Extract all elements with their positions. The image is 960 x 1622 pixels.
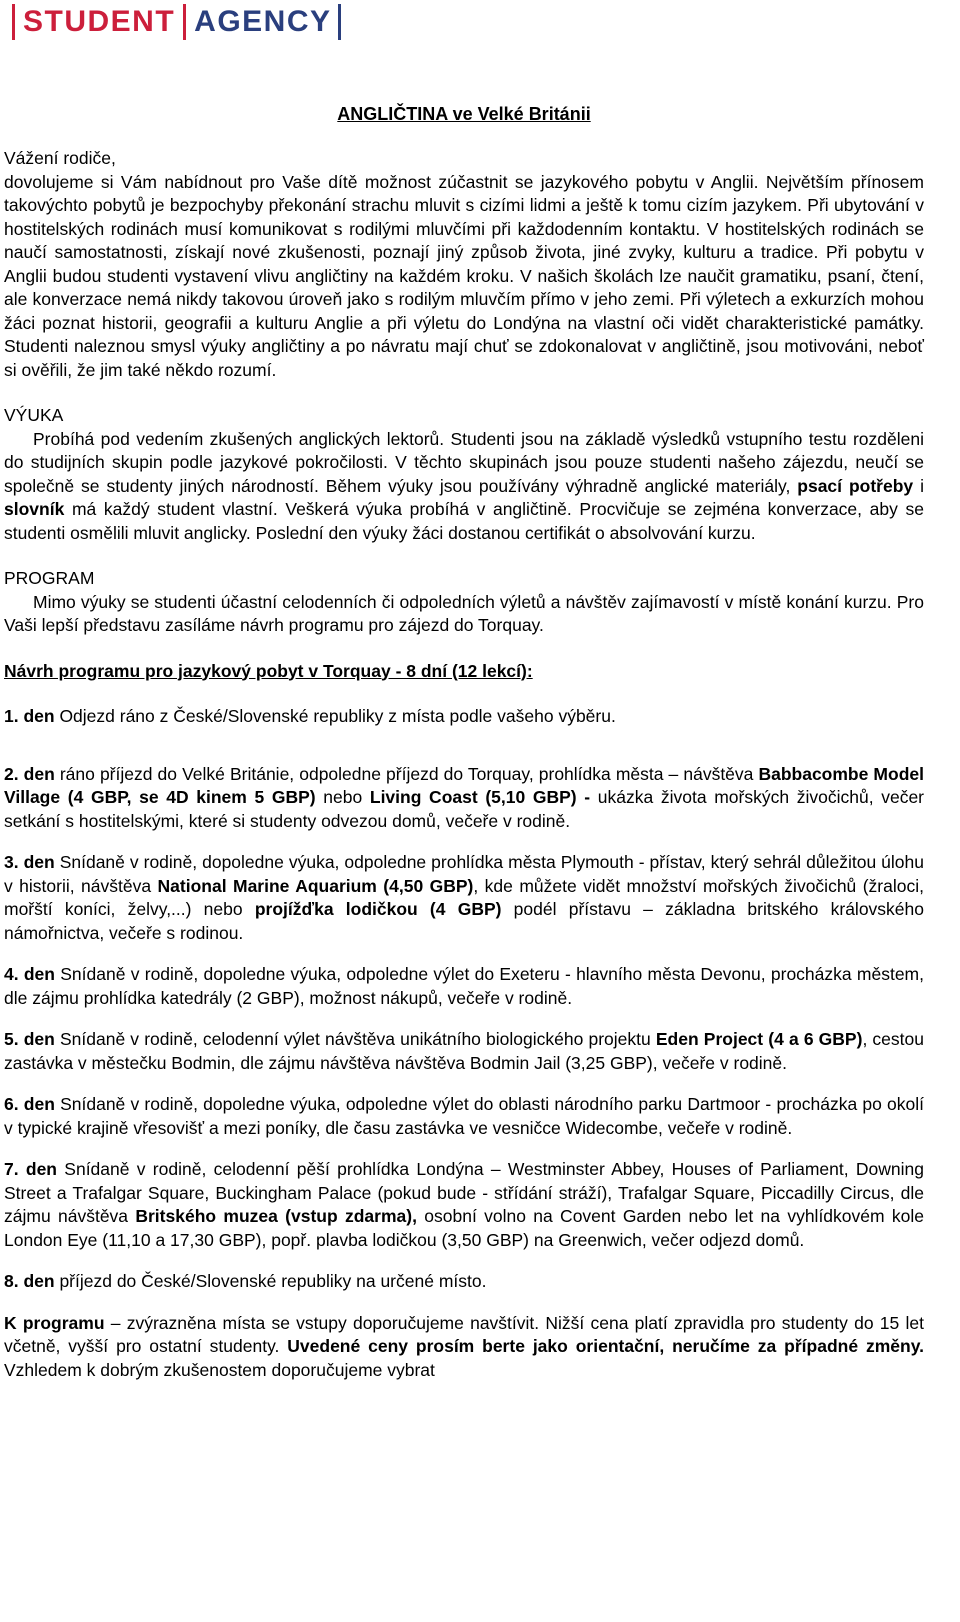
footer-bold-2: Uvedené ceny prosím berte jako orientační, neručíme za případné změny. [287,1336,924,1356]
program-subheading [4,660,924,684]
footer-bold-1: K programu [4,1312,105,1333]
vyuka-paragraph [4,428,924,546]
footer-paragraph [4,1312,924,1383]
day-7-text-2: osobní volno na Covent Garden nebo let na vyhlídkovém kole London Eye (11,10 a 17,30 GBP), popř. plavba lodičkou (3,50 GBP) na Greenwich, večer odjezd domů. [4,1206,924,1250]
document-title: ANGLIČTINA ve Velké Británii [337,104,591,124]
day-7-bold-1: Britského muzea (vstup zdarma), [135,1206,417,1226]
day-3-text-3: podél přístavu – základna britského královského námořnictva, večeře s rodinou. [4,899,925,943]
day-2-text-1: ráno příjezd do Velké Británie, odpoledne příjezd do Torquay, prohlídka města – návštěva [54,763,759,784]
day-5-bold-1: Eden Project (4 a 6 GBP) [655,1029,863,1049]
day-7-label: 7. den [4,1159,57,1179]
program-paragraph [4,591,924,638]
logo-bar-right [338,4,341,40]
day-5-label: 5. den [4,1029,55,1049]
logo-bar-middle [183,4,186,40]
day-7 [4,1158,924,1252]
logo-bar-left [12,4,15,40]
day-3-label: 3. den [4,852,55,872]
vyuka-heading: VÝUKA [4,405,64,425]
vyuka-bold-1: psací potřeby [797,475,914,496]
document-body [4,104,924,1382]
day-8-text: příjezd do České/Slovenské republiky na určené místo. [54,1271,487,1291]
day-1-label: 1. den [4,706,55,726]
day-3 [4,851,924,945]
day-8-label: 8. den [4,1271,55,1291]
day-3-text-2: , kde můžete vidět množství mořských živočichů (žraloci, mořští koníci, želvy,...) nebo [4,875,924,919]
day-6 [4,1093,924,1140]
vyuka-text-3: má každý student vlastní. Veškerá výuka probíhá v angličtině. Procvičuje se zejména konverzace, aby se studenti osmělili mluvit anglicky. Poslední den výuky žáci dostanou certifikát o absolvování kurzu. [4,499,924,543]
day-6-label: 6. den [4,1094,55,1114]
day-3-bold-2: projížďka lodičkou (4 GBP) [254,899,502,919]
day-4-text: Snídaně v rodině, dopoledne výuka, odpoledne výlet do Exeteru - hlavního města Devonu, procházka městem, dle zájmu prohlídka katedrály (2 GBP), možnost nákupů, večeře v rodině. [4,964,924,1008]
day-2-text-3: ukázka života mořských živočichů, večer setkání s hostitelskými, které si studenty odvezou domů, večeře v rodině. [4,787,925,831]
day-1-text: Odjezd ráno z České/Slovenské republiky z místa podle vašeho výběru. [54,706,616,726]
day-8 [4,1270,924,1294]
day-1 [4,705,924,729]
student-agency-logo [12,4,341,40]
vyuka-text-2: i [913,475,924,496]
day-2-label: 2. den [4,763,55,784]
day-3-text-1: Snídaně v rodině, dopoledne výuka, odpoledne prohlídka města Plymouth - přístav, který sehrál důležitou úlohu v historii, návštěva [4,852,924,896]
program-subheading-text: Návrh programu pro jazykový pobyt v Torquay - 8 dní (12 lekcí): [4,660,533,681]
program-text: Mimo výuky se studenti účastní celodenních či odpoledních výletů a návštěv zajímavostí v místě konání kurzu. Pro Vaši lepší představu zasíláme návrh programu pro zájezd do Torquay. [4,591,924,635]
footer-text-1: – zvýrazněna místa se vstupy doporučujeme navštívit. Nižší cena platí zpravidla pro studenty do 15 let včetně, vyšší pro ostatní studenty. [4,1312,924,1356]
day-5-text-2: , cestou zastávka v městečku Bodmin, dle zájmu návštěva návštěva Bodmin Jail (3,25 GBP), večeře v rodině. [4,1029,924,1073]
day-2 [4,763,924,834]
greeting: Vážení rodiče, [4,148,116,168]
logo-word-student: STUDENT [23,5,176,38]
day-4 [4,963,924,1010]
day-3-bold-1: National Marine Aquarium (4,50 GBP) [157,875,474,896]
vyuka-text-1: Probíhá pod vedením zkušených anglických lektorů. Studenti jsou na základě výsledků vstupního testu rozděleni do studijních skupin podle jazykové pokročilosti. V těchto skupinách jsou pouze studenti našeho zájezdu, neučí se společně se studenty jiných národností. Během výuky jsou používány výhradně anglické materiály, [4,428,924,496]
logo-word-agency: AGENCY [194,5,332,38]
day-6-text: Snídaně v rodině, dopoledne výuka, odpoledne výlet do oblasti národního parku Dartmoor - procházka po okolí v typické krajině vřesovišť a mezi poníky, dle času zastávka ve vesničce Widecombe, večeře v rodině. [4,1094,924,1138]
day-5-text-1: Snídaně v rodině, celodenní výlet návštěva unikátního biologického projektu [54,1029,656,1049]
day-5 [4,1028,924,1075]
day-7-text-1: Snídaně v rodině, celodenní pěší prohlídka Londýna – Westminster Abbey, Houses of Parliament, Downing Street a Trafalgar Square, Buckingham Palace (pokud bude - střídání stráží), Trafalgar Square, Piccadilly Circus, dle zájmu návštěva [4,1159,924,1226]
vyuka-bold-2: slovník [4,499,65,519]
program-heading: PROGRAM [4,568,95,588]
day-2-bold-1: Babbacombe Model Village (4 GBP, se 4D kinem 5 GBP) [4,763,924,807]
day-4-label: 4. den [4,964,55,984]
intro-paragraph: dovolujeme si Vám nabídnout pro Vaše dítě možnost zúčastnit se jazykového pobytu v Anglii. Největším přínosem takovýchto pobytů je bezpochyby překonání strachu mluvit s cizími lidmi a ještě k tomu cizím jazykem. Při ubytování v hostitelských rodinách musí komunikovat s rodilými mluvčími při každodenním kontaktu. V hostitelských rodinách se naučí samostatnosti, získají nové zkušenosti, poznají jiný způsob života, jiné zvyky, kulturu a tradice. Při pobytu v Anglii budou studenti vystavení vlivu angličtiny na každém kroku. V našich školách lze naučit gramatiku, psaní, čtení, ale konverzace nemá nikdy takovou úroveň jako s rodilým mluvčím přímo v jeho zemi. Při výletech a exkurzích mohou žáci poznat historii, geografii a kulturu Anglie a při výletu do Londýna na vlastní oči vidět charakteristické památky. Studenti naleznou smysl výuky angličtiny a po návratu mají chuť se zdokonalovat v angličtině, jsou motivováni, neboť si ověřili, že jim také někdo rozumí. [4,171,924,380]
day-2-text-2: nebo [315,787,370,807]
footer-text-2: Vzhledem k dobrým zkušenostem doporučujeme vybrat [4,1359,435,1380]
day-2-bold-2: Living Coast (5,10 GBP) - [369,787,591,807]
